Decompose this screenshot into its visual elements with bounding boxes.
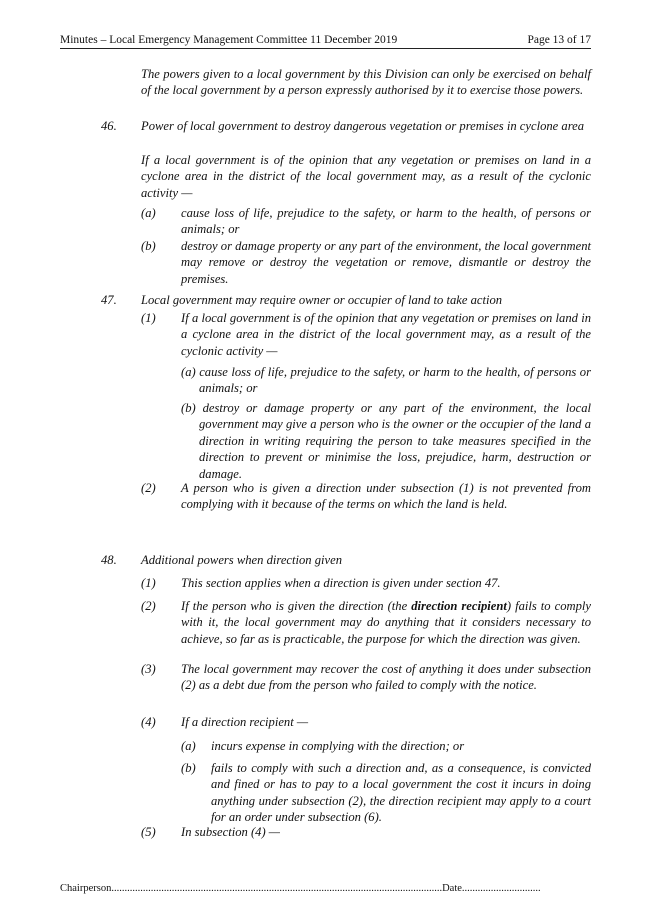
section-46-a-label: (a) — [141, 206, 156, 220]
header-title: Minutes – Local Emergency Management Committee 11 December 2019 — [60, 34, 398, 46]
section-48-4-b-label: (b) — [181, 761, 196, 775]
section-48-4-text: If a direction recipient — — [181, 715, 309, 729]
section-47-1-b — [181, 400, 591, 482]
section-47-title: Local government may require owner or occupier of land to take action — [141, 293, 503, 307]
section-47-2-text: A person who is given a direction under subsection (1) is not prevented from complying with it because of the terms on which the land is held. — [181, 481, 591, 512]
section-47-1-b-text: (b) destroy or damage property or any part of the environment, the local government may give a person who is the owner or the occupier of the land a direction in writing requiring the person to take measures specified in the direction to prevent or minimise the loss, prejudice, harm, destruction or damage. — [181, 401, 591, 481]
section-48-number: 48. — [101, 553, 117, 567]
section-47-1-a-text: (a) cause loss of life, prejudice to the safety, or harm to the health, of persons or animals; or — [181, 365, 591, 396]
page-footer — [60, 883, 541, 894]
section-48-5-text: In subsection (4) — — [181, 825, 280, 839]
section-48-4-a-label: (a) — [181, 739, 196, 753]
section-48-3-text: The local government may recover the cost of anything it does under subsection (2) as a debt due from the person who failed to comply with the notice. — [181, 662, 591, 693]
section-46-body: If a local government is of the opinion that any vegetation or premises on land in a cyclone area in the district of the local government may, as a result of the cyclonic activity — — [141, 153, 591, 200]
page-header — [60, 34, 591, 49]
section-47-2-label: (2) — [141, 481, 156, 495]
section-48-4-label: (4) — [141, 715, 156, 729]
section-46-b-label: (b) — [141, 239, 156, 253]
chairperson-label: Chairperson — [60, 883, 112, 894]
section-47-1-a — [181, 364, 591, 397]
intro-paragraph: The powers given to a local government by this Division can only be exercised on behalf of the local government by a person expressly authorised by it to exercise those powers. — [141, 67, 591, 98]
section-48-2-post: ) fails to comply with it, the local government may do anything that it considers necessary to achieve, so far as is practicable, the purpose for which the direction was given. — [181, 599, 591, 646]
section-48-2-text — [181, 598, 591, 647]
section-47-number: 47. — [101, 293, 117, 307]
section-48-4-a-text: incurs expense in complying with the direction; or — [211, 739, 465, 753]
date-line: .............................. — [461, 883, 541, 894]
section-48-2-label: (2) — [141, 599, 156, 613]
section-46-number: 46. — [101, 119, 117, 133]
date-label: Date — [442, 883, 462, 894]
section-48-1-label: (1) — [141, 576, 156, 590]
section-48-4-b-text: fails to comply with such a direction and, as a consequence, is convicted and fined or has to pay to a local government the cost it incurs in doing anything under subsection (2), the direction recipient may apply to a court for an order under subsection (6). — [211, 761, 591, 825]
section-46-a-text: cause loss of life, prejudice to the safety, or harm to the health, of persons or animals; or — [181, 206, 591, 237]
section-48-5-label: (5) — [141, 825, 156, 839]
direction-recipient-term: direction recipient — [411, 599, 507, 613]
section-46-title: Power of local government to destroy dangerous vegetation or premises in cyclone area — [141, 119, 585, 133]
section-48-3-label: (3) — [141, 662, 156, 676]
page-number: Page 13 of 17 — [527, 34, 591, 46]
section-48-title: Additional powers when direction given — [141, 553, 343, 567]
section-47-1-label: (1) — [141, 311, 156, 325]
chairperson-signature-line: .............................................................................................................................. — [111, 883, 443, 894]
section-48-1-text: This section applies when a direction is given under section 47. — [181, 576, 501, 590]
section-47-1-text: If a local government is of the opinion that any vegetation or premises on land in a cyclone area in the district of the local government may, as a result of the cyclonic activity — — [181, 311, 591, 358]
section-48-2-pre: If the person who is given the direction (the — [181, 599, 412, 613]
section-46-b-text: destroy or damage property or any part of the environment, the local government may remove or destroy the vegetation or remove, dismantle or destroy the premises. — [181, 239, 591, 286]
